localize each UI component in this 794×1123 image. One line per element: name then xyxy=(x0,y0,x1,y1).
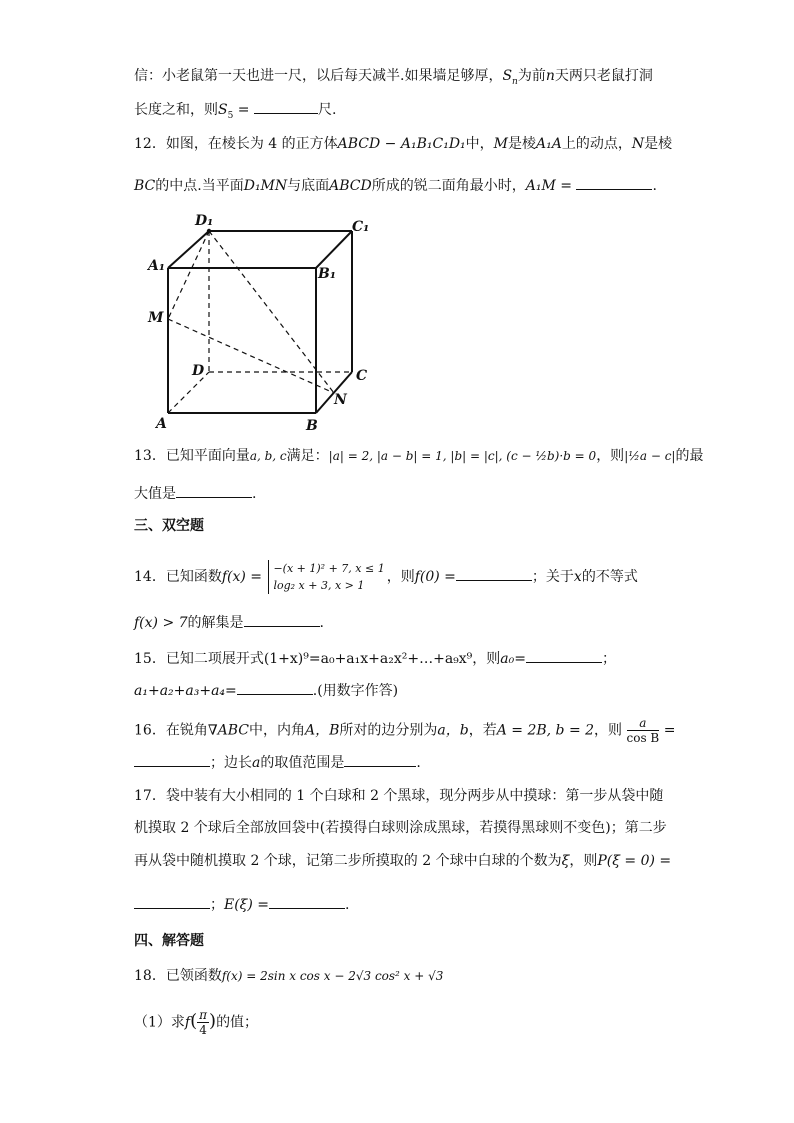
text: 18．已领函数 xyxy=(134,968,222,984)
piecewise-function xyxy=(268,560,384,594)
math: A₁A xyxy=(536,136,562,152)
math: = xyxy=(659,722,676,739)
problem-17-line-1: 17．袋中装有大小相同的 1 个白球和 2 个黑球，现分两步从中摸球：第一步从袋中随 xyxy=(134,788,664,804)
text: ； xyxy=(602,651,616,667)
text: 大值是 xyxy=(134,486,176,502)
math: D₁MN xyxy=(243,178,288,194)
label-D: D xyxy=(192,363,205,379)
math: x xyxy=(573,569,582,585)
label-C: C xyxy=(356,368,368,384)
text: ，则 xyxy=(386,569,415,585)
problem-15-line-2 xyxy=(134,680,398,701)
problem-13-line-2 xyxy=(134,483,256,504)
answer-blank[interactable] xyxy=(526,648,602,663)
answer-blank[interactable] xyxy=(456,566,532,581)
text: . xyxy=(416,755,421,771)
edge-B1C1 xyxy=(316,231,352,268)
case-2: log₂ x + 3, x > 1 xyxy=(273,579,365,592)
numerator: a xyxy=(627,716,660,731)
problem-17-line-4 xyxy=(134,894,350,915)
text: 信：小老鼠第一天也进一尺，以后每天减半.如果墙足够厚， xyxy=(134,68,503,84)
math: a，b xyxy=(437,722,469,739)
text: 再从袋中随机摸取 2 个球，记第二步所摸取的 2 个球中白球的个数为 xyxy=(134,853,562,869)
math: E(ξ) = xyxy=(224,897,270,913)
text: 的不等式 xyxy=(581,569,638,585)
problem-12-line-2 xyxy=(134,175,657,196)
math: ABCD xyxy=(337,136,381,152)
text: 满足： xyxy=(286,448,329,464)
math: P(ξ = 0) = xyxy=(597,853,672,869)
text: . xyxy=(252,486,257,502)
text: 是棱 xyxy=(644,136,673,152)
math: N xyxy=(631,136,645,152)
text: .(用数字作答) xyxy=(312,683,399,699)
math-expression: |½a − c| xyxy=(624,449,676,463)
problem-17-line-3 xyxy=(134,851,671,871)
answer-blank[interactable] xyxy=(176,483,252,498)
section-heading-4: 四、解答题 xyxy=(134,933,204,949)
math: f(x) > 7 xyxy=(134,615,188,631)
text: 所对的边分别为 xyxy=(339,722,438,739)
edge-A1D1 xyxy=(168,231,209,268)
label-B1: B₁ xyxy=(318,266,336,282)
math-sub-n: n xyxy=(512,76,518,87)
problem-18-line-1 xyxy=(134,966,443,986)
math: f xyxy=(184,1014,191,1031)
text: 长度之和，则 xyxy=(134,102,218,118)
math-n: n xyxy=(545,68,555,84)
text: 的中点.当平面 xyxy=(155,178,244,194)
problem-11-line-1 xyxy=(134,66,653,92)
math: = xyxy=(555,178,577,194)
text: 16．在锐角 xyxy=(134,722,208,739)
answer-blank[interactable] xyxy=(269,894,345,909)
text: ，若 xyxy=(468,722,497,739)
label-A: A xyxy=(156,416,167,432)
text: ，则 xyxy=(569,853,598,869)
problem-18-part-1: （1）求f( $\frac{\pi}{4}$ )的值； xyxy=(134,1008,259,1037)
problem-11-line-2 xyxy=(134,99,336,126)
math: A₁B₁C₁D₁ xyxy=(400,136,466,152)
segment-MN xyxy=(168,319,334,393)
segment-D1M xyxy=(168,231,209,319)
math: ∇ABC xyxy=(207,722,249,739)
math: − xyxy=(380,136,401,152)
math: M xyxy=(493,136,509,152)
math: a₀= xyxy=(500,651,526,667)
text: . xyxy=(652,178,657,194)
text: ；关于 xyxy=(531,569,574,585)
numerator: π xyxy=(199,1008,208,1022)
problem-12-line-1 xyxy=(134,134,672,154)
text: ，则 xyxy=(596,448,625,464)
problem-13-line-1 xyxy=(134,446,703,466)
text: 的值； xyxy=(216,1014,259,1031)
case-1: −(x + 1)² + 7, x ≤ 1 xyxy=(273,562,385,575)
problem-16-line-1 xyxy=(134,716,675,745)
math: A₁M xyxy=(525,178,556,194)
math: BC xyxy=(134,178,156,194)
text: 中，内角 xyxy=(248,722,305,739)
answer-blank[interactable] xyxy=(254,99,318,114)
answer-blank[interactable] xyxy=(134,894,210,909)
math-S: S xyxy=(218,102,228,118)
fraction xyxy=(627,716,660,745)
label-A1: A₁ xyxy=(148,258,165,274)
denominator: 4 xyxy=(199,1023,207,1037)
text: 上的动点， xyxy=(561,136,632,152)
math-function: f(x) = 2sin x cos x − 2√3 cos² x + √3 xyxy=(221,969,444,983)
text: 13．已知平面向量 xyxy=(134,448,250,464)
text: 的取值范围是 xyxy=(260,755,345,771)
answer-blank[interactable] xyxy=(244,612,320,627)
math: a₁+a₂+a₃+a₄= xyxy=(134,683,237,699)
problem-14-line-1 xyxy=(134,560,638,594)
problem-16-line-2 xyxy=(134,752,421,773)
answer-blank[interactable] xyxy=(237,680,313,695)
problem-17-line-2: 机摸取 2 个球后全部放回袋中(若摸得白球则涂成黑球，若摸得黑球则不变色)；第二步 xyxy=(134,820,667,836)
text: = xyxy=(233,102,254,118)
text: 12．如图，在棱长为 4 的正方体 xyxy=(134,136,338,152)
text: 15．已知二项展开式(1+x)⁹=a₀+a₁x+a₂x²+…+a₉x⁹，则 xyxy=(134,651,501,667)
text: 中， xyxy=(465,136,494,152)
answer-blank[interactable] xyxy=(344,752,416,767)
section-heading-3: 三、双空题 xyxy=(134,518,204,534)
math: ABCD xyxy=(329,178,372,194)
math: f(x) = xyxy=(221,569,263,585)
problem-15-line-1 xyxy=(134,648,616,669)
label-C1: C₁ xyxy=(352,219,370,235)
text: 所成的锐二面角最小时， xyxy=(371,178,526,194)
text: 是棱 xyxy=(508,136,537,152)
label-B: B xyxy=(306,418,318,434)
text: 尺. xyxy=(317,102,337,118)
denominator: cos B xyxy=(626,731,660,745)
answer-blank[interactable] xyxy=(576,175,652,190)
text: 为前 xyxy=(517,68,546,84)
answer-blank[interactable] xyxy=(134,752,210,767)
text: 与底面 xyxy=(287,178,330,194)
cube-figure xyxy=(140,210,380,440)
fraction xyxy=(197,1008,209,1037)
text: ； xyxy=(210,897,224,913)
math-sub-5: 5 xyxy=(227,110,234,121)
text: 14．已知函数 xyxy=(134,569,222,585)
problem-14-line-2 xyxy=(134,612,324,633)
text: . xyxy=(319,615,324,631)
point-D1 xyxy=(207,229,211,233)
math-vectors: a, b, c xyxy=(249,449,287,463)
math: A，B xyxy=(304,722,340,739)
label-D1: D₁ xyxy=(195,213,214,229)
text: 的解集是 xyxy=(187,615,244,631)
math: ξ xyxy=(561,853,570,869)
text: 天两只老鼠打洞 xyxy=(554,68,653,84)
math: f(0) = xyxy=(414,569,456,585)
text: （1）求 xyxy=(134,1014,185,1031)
math-S: S xyxy=(502,68,513,84)
math-conditions: |a| = 2, |a − b| = 1, |b| = |c|, (c − ½b)·b = 0 xyxy=(328,449,597,463)
text: . xyxy=(345,897,350,913)
math: A = 2B, b = 2 xyxy=(496,722,595,739)
label-N: N xyxy=(334,392,347,408)
text: ，则 xyxy=(594,722,623,739)
text: 的最 xyxy=(675,448,704,464)
label-M: M xyxy=(148,310,164,326)
math: a xyxy=(252,755,261,771)
text: ；边长 xyxy=(210,755,252,771)
